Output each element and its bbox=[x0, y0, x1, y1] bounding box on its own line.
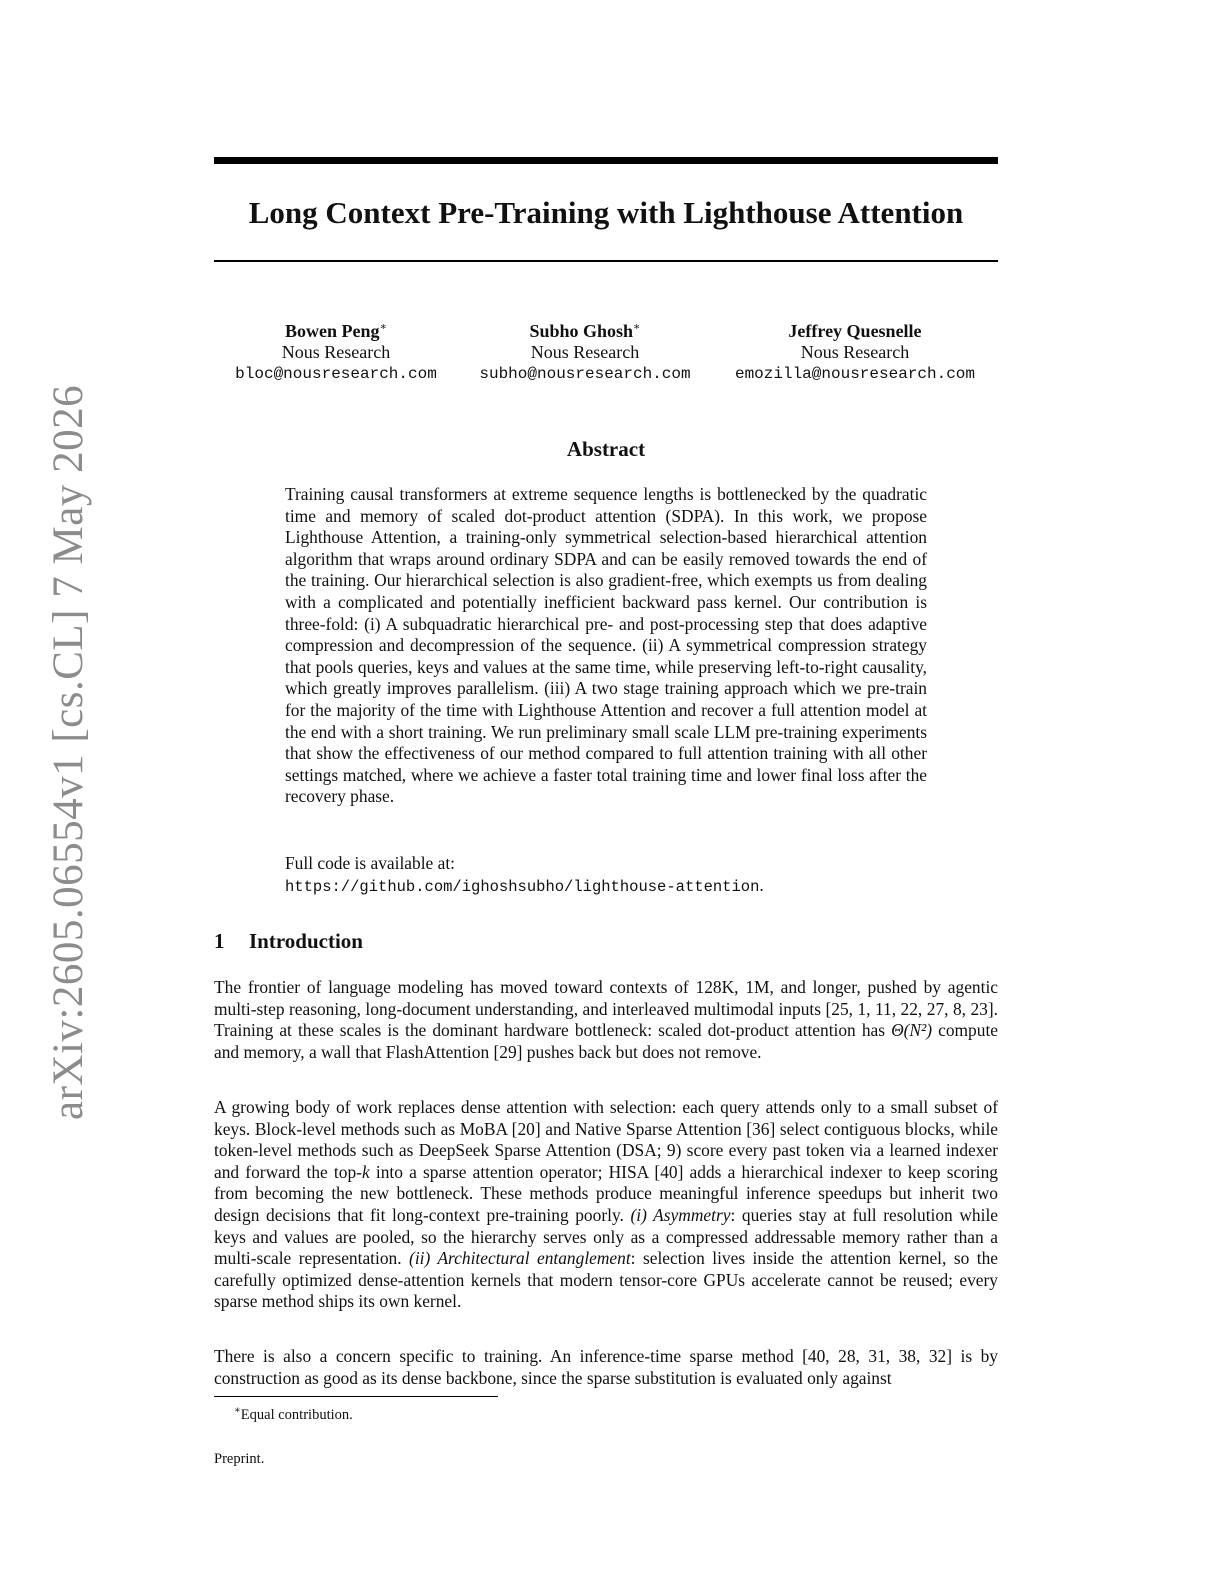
code-url-suffix: . bbox=[759, 875, 764, 895]
abstract-heading: Abstract bbox=[566, 437, 646, 461]
author-name: Jeffrey Quesnelle bbox=[788, 321, 922, 341]
paper-title: Long Context Pre-Training with Lighthouse Attention bbox=[248, 195, 964, 230]
intro-paragraph-2: A growing body of work replaces dense attention with selection: each query attends only to a small subset of keys. Block-level methods such as MoBA [20] and Native Sparse Attention [36] select contiguous blocks, while token-level methods such as DeepSeek Sparse Attention (DSA; 9) score every past token via a learned indexer and forward the top-k into a sparse attention operator; HISA [40] adds a hierarchical indexer to keep scoring from becoming the new bottleneck. These methods produce meaningful inference speedups but inherit two design decisions that fit long-context pre-training poorly. (i) Asymmetry: queries stay at full resolution while keys and values are pooled, so the hierarchy serves only as a compressed addressable memory rather than a multi-scale representation. (ii) Architectural entanglement: selection lives inside the attention kernel, so the carefully optimized dense-attention kernels that modern tensor-core GPUs accelerate cannot be reused; every sparse method ships its own kernel. bbox=[214, 1097, 998, 1312]
author-name: Subho Ghosh∗ bbox=[529, 321, 641, 341]
preprint-label: Preprint. bbox=[214, 1451, 265, 1467]
abstract-text: Training causal transformers at extreme sequence lengths is bottlenecked by the quadratic time and memory of scaled dot-product attention (SDPA). In this work, we propose Lighthouse Attention, a training-only symmetrical selection-based hierarchical attention algorithm that wraps around ordinary SDPA and can be easily removed towards the end of the training. Our hierarchical selection is also gradient-free, which exempts us from dealing with a complicated and potentially inefficient backward pass kernel. Our contribution is three-fold: (i) A subquadratic hierarchical pre- and post-processing step that does adaptive compression and decompression of the sequence. (ii) A symmetrical compression strategy that pools queries, keys and values at the same time, while preserving left-to-right causality, which greatly improves parallelism. (iii) A two stage training approach which we pre-train for the majority of the time with Lighthouse Attention and recover a full attention model at the end with a short training. We run preliminary small scale LLM pre-training experiments that show the effectiveness of our method compared to full attention training with all other settings matched, where we achieve a faster total training time and lower final loss after the recovery phase. bbox=[285, 484, 927, 807]
title-bottom-rule bbox=[214, 260, 998, 262]
footnote-text: Equal contribution. bbox=[240, 1406, 353, 1423]
footnote-mark: ∗ bbox=[234, 1405, 241, 1416]
author-email[interactable]: emozilla@nousresearch.com bbox=[734, 365, 976, 383]
emphasis-asymmetry: (i) Asymmetry bbox=[630, 1204, 731, 1225]
author-affiliation: Nous Research bbox=[530, 342, 640, 362]
code-url-link[interactable]: https://github.com/ighoshsubho/lighthouse-attention bbox=[285, 878, 760, 896]
emphasis-architectural-entanglement: (ii) Architectural entanglement bbox=[409, 1248, 631, 1269]
code-availability bbox=[285, 852, 927, 898]
author-affiliation: Nous Research bbox=[281, 342, 391, 362]
author-1 bbox=[228, 317, 444, 385]
footnote bbox=[234, 1401, 353, 1425]
section-title: Introduction bbox=[249, 929, 363, 953]
author-2 bbox=[470, 317, 700, 385]
author-affiliation: Nous Research bbox=[800, 342, 910, 362]
math-theta-n-squared: Θ(N²) bbox=[891, 1020, 933, 1041]
section-heading-introduction bbox=[214, 929, 363, 954]
footnote-rule bbox=[214, 1396, 498, 1397]
math-k: k bbox=[361, 1161, 370, 1182]
arxiv-side-stamp: arXiv:2605.06554v1 [cs.CL] 7 May 2026 bbox=[45, 384, 92, 1120]
title-top-rule bbox=[214, 157, 998, 164]
code-label: Full code is available at: bbox=[285, 853, 455, 873]
author-3 bbox=[724, 317, 986, 385]
author-name: Bowen Peng∗ bbox=[285, 321, 387, 341]
author-email[interactable]: subho@nousresearch.com bbox=[479, 365, 691, 383]
author-email[interactable]: bloc@nousresearch.com bbox=[235, 365, 437, 383]
intro-paragraph-1: The frontier of language modeling has moved toward contexts of 128K, 1M, and longer, pushed by agentic multi-step reasoning, long-document understanding, and interleaved multimodal inputs [25, 1, 11, 22, 27, 8, 23]. Training at these scales is the dominant hardware bottleneck: scaled dot-product attention has Θ(N²) compute and memory, a wall that FlashAttention [29] pushes back but does not remove. bbox=[214, 977, 998, 1062]
intro-paragraph-3: There is also a concern specific to training. An inference-time sparse method [40, 28, 31, 38, 32] is by construction as good as its dense backbone, since the sparse substitution is evaluated only against bbox=[214, 1346, 998, 1388]
section-number: 1 bbox=[214, 929, 225, 953]
